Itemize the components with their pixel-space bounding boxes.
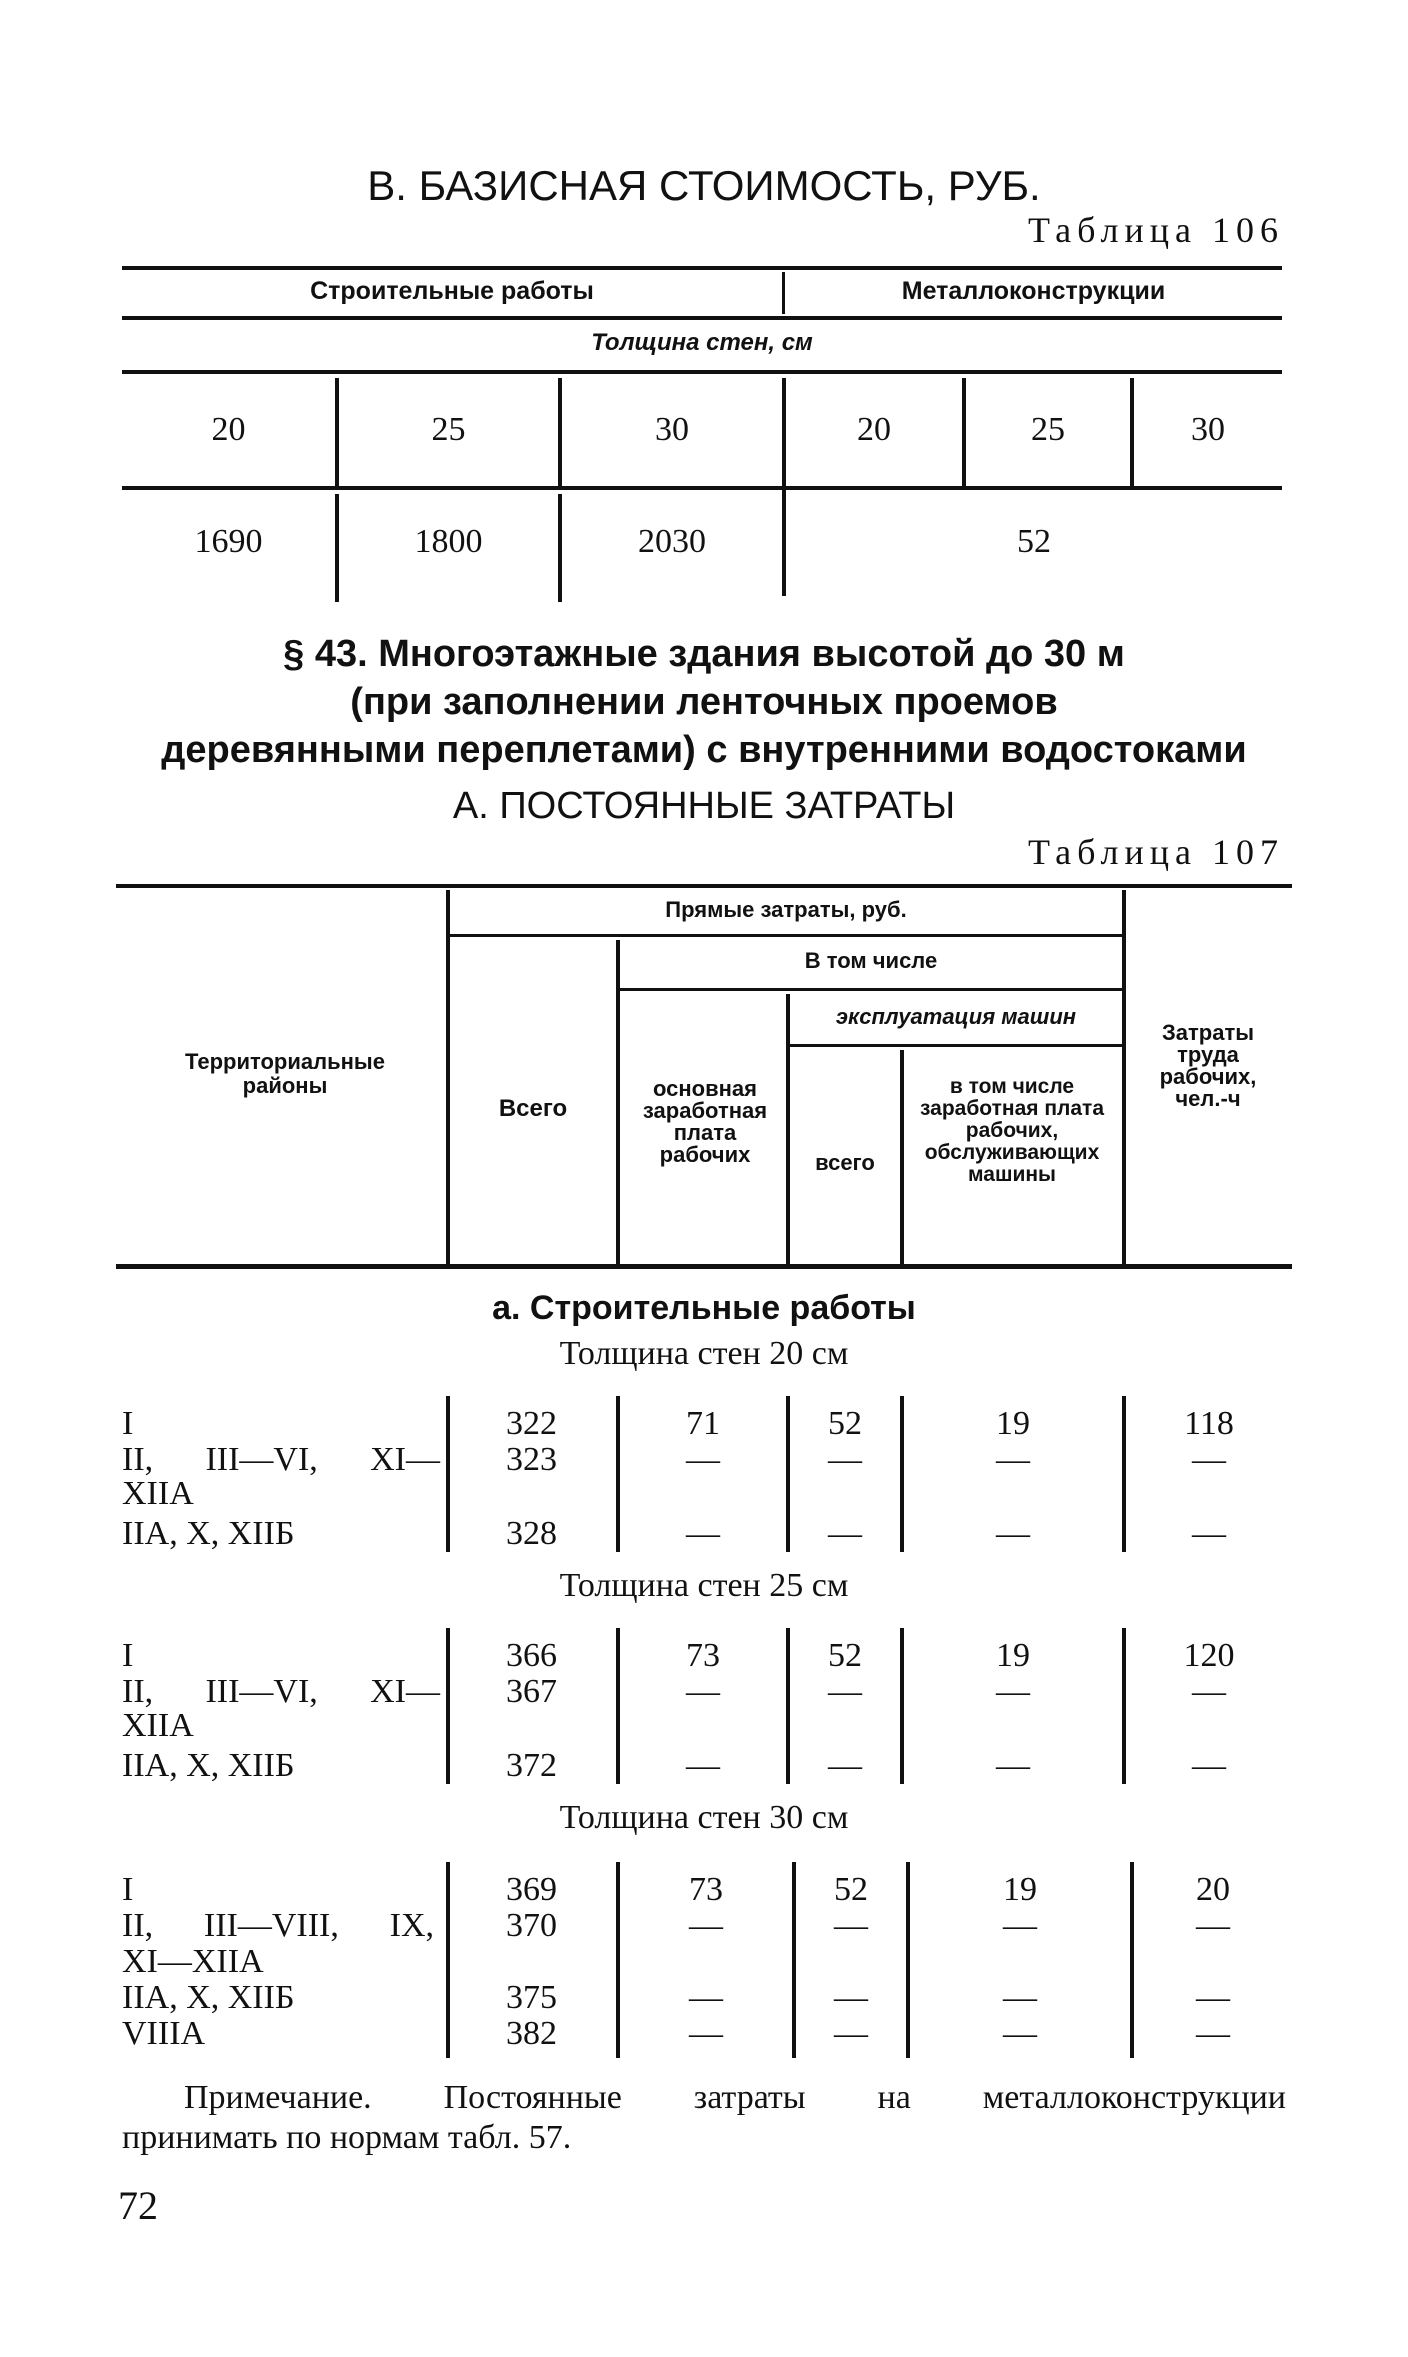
note <box>122 2078 1286 2158</box>
total-value: 366 <box>506 1637 557 1674</box>
machines-value: 52 <box>828 1637 862 1674</box>
table-107-header-labor: Затраты труда рабочих, чел.-ч <box>1159 1020 1257 1111</box>
total-value: 322 <box>506 1405 557 1442</box>
dash: — <box>828 1747 862 1784</box>
note-line-1: Примечание. Постоянные затраты на металлоконструкции <box>184 2079 1286 2116</box>
section-43-title-line2: (при заполнении ленточных проемов <box>350 681 1058 723</box>
table-106-thickness-2: 25 <box>431 411 466 448</box>
table-107-header-machines: эксплуатация машин <box>835 1004 1077 1029</box>
total-value: 367 <box>506 1673 557 1710</box>
wages-value: 73 <box>686 1637 720 1674</box>
dash: — <box>1196 1907 1230 1944</box>
dash: — <box>686 1673 720 1710</box>
region-label: XIIA <box>122 1707 194 1744</box>
table-107-header-machine-wages: в том числе заработная плата рабочих, обслуживающих машины <box>919 1075 1105 1186</box>
table-106-value-20: 1690 <box>194 523 263 560</box>
table-106-value-30: 2030 <box>638 523 706 560</box>
total-value: 375 <box>506 1979 557 2016</box>
table-107-subsection-construction: а. Строительные работы <box>492 1289 916 1327</box>
total-value: 323 <box>506 1441 557 1478</box>
region-label: VIIIA <box>122 2015 206 2052</box>
dash: — <box>1003 1979 1037 2016</box>
table-106-header-metal: Металлоконструкции <box>901 277 1166 305</box>
table-106-metal-value: 52 <box>1017 523 1051 560</box>
table-106-header-thickness: Толщина стен, см <box>591 329 813 356</box>
machine-wages-value: 19 <box>1003 1871 1037 1908</box>
total-value: 370 <box>506 1907 557 1944</box>
dash: — <box>996 1515 1030 1552</box>
total-value: 328 <box>506 1515 557 1552</box>
table-106-label: Таблица 106 <box>1028 210 1284 250</box>
group-title: Толщина стен 25 см <box>559 1567 849 1604</box>
region-label: IIA, X, XIIБ <box>122 1979 295 2016</box>
dash: — <box>996 1673 1030 1710</box>
dash: — <box>1192 1515 1226 1552</box>
labor-value: 120 <box>1183 1637 1235 1674</box>
dash: — <box>1196 1979 1230 2016</box>
dash: — <box>1192 1441 1226 1478</box>
labor-value: 118 <box>1184 1405 1234 1442</box>
region-label: IIA, X, XIIБ <box>122 1747 295 1784</box>
region-label: I <box>122 1871 134 1908</box>
region-label: XI—XIIA <box>122 1943 264 1980</box>
total-value: 369 <box>506 1871 557 1908</box>
dash: — <box>1192 1747 1226 1784</box>
table-106-header-construction: Строительные работы <box>310 277 594 305</box>
region-label: XIIA <box>122 1475 194 1512</box>
region-label: IIA, X, XIIБ <box>122 1515 295 1552</box>
table-107-header-including: В том числе <box>804 948 938 973</box>
dash: — <box>689 1907 723 1944</box>
dash: — <box>834 1979 868 2016</box>
table-107-header-regions: Территориальные районы <box>185 1049 385 1098</box>
region-label: II, III—VI, XI— <box>122 1441 440 1478</box>
dash: — <box>834 1907 868 1944</box>
section-43-title-line3: деревянными переплетами) с внутренними водостоками <box>161 729 1247 771</box>
group-title: Толщина стен 30 см <box>559 1799 849 1836</box>
region-label: I <box>122 1637 134 1674</box>
table-107-label: Таблица 107 <box>1028 832 1284 872</box>
group-title: Толщина стен 20 см <box>559 1335 849 1372</box>
table-107-header-wages: основная заработная плата рабочих <box>642 1076 768 1167</box>
dash: — <box>828 1515 862 1552</box>
table-106-thickness-4: 20 <box>857 411 891 448</box>
table-107-header-direct-costs: Прямые затраты, руб. <box>665 897 907 922</box>
total-value: 382 <box>506 2015 557 2052</box>
dash: — <box>1003 1907 1037 1944</box>
table-107-header-total: Всего <box>498 1095 568 1122</box>
table-106-value-25: 1800 <box>414 523 483 560</box>
machines-value: 52 <box>828 1405 862 1442</box>
section-v-title: В. БАЗИСНАЯ СТОИМОСТЬ, РУБ. <box>367 162 1041 209</box>
total-value: 372 <box>506 1747 557 1784</box>
dash: — <box>828 1673 862 1710</box>
note-line-2: принимать по нормам табл. 57. <box>122 2119 572 2156</box>
dash: — <box>996 1747 1030 1784</box>
machines-value: 52 <box>834 1871 868 1908</box>
dash: — <box>1003 2015 1037 2052</box>
machine-wages-value: 19 <box>996 1405 1030 1442</box>
section-43-title-line1: § 43. Многоэтажные здания высотой до 30 м <box>283 633 1125 675</box>
wages-value: 71 <box>686 1405 720 1442</box>
region-label: II, III—VIII, IX, <box>122 1907 434 1944</box>
dash: — <box>686 1515 720 1552</box>
table-106-thickness-3: 30 <box>655 411 689 448</box>
dash: — <box>828 1441 862 1478</box>
table-107-header-machines-total: всего <box>815 1150 875 1175</box>
dash: — <box>689 2015 723 2052</box>
section-43-subtitle: А. ПОСТОЯННЫЕ ЗАТРАТЫ <box>452 785 956 827</box>
dash: — <box>689 1979 723 2016</box>
region-label: I <box>122 1405 134 1442</box>
table-106-thickness-1: 20 <box>211 411 246 448</box>
table-106-thickness-5: 25 <box>1031 411 1065 448</box>
region-label: II, III—VI, XI— <box>122 1673 440 1710</box>
dash: — <box>1192 1673 1226 1710</box>
page-number: 72 <box>118 2183 158 2228</box>
dash: — <box>686 1747 720 1784</box>
machine-wages-value: 19 <box>996 1637 1030 1674</box>
wages-value: 73 <box>689 1871 723 1908</box>
dash: — <box>686 1441 720 1478</box>
dash: — <box>834 2015 868 2052</box>
dash: — <box>996 1441 1030 1478</box>
table-106-thickness-6: 30 <box>1191 411 1225 448</box>
labor-value: 20 <box>1196 1871 1230 1908</box>
dash: — <box>1196 2015 1230 2052</box>
